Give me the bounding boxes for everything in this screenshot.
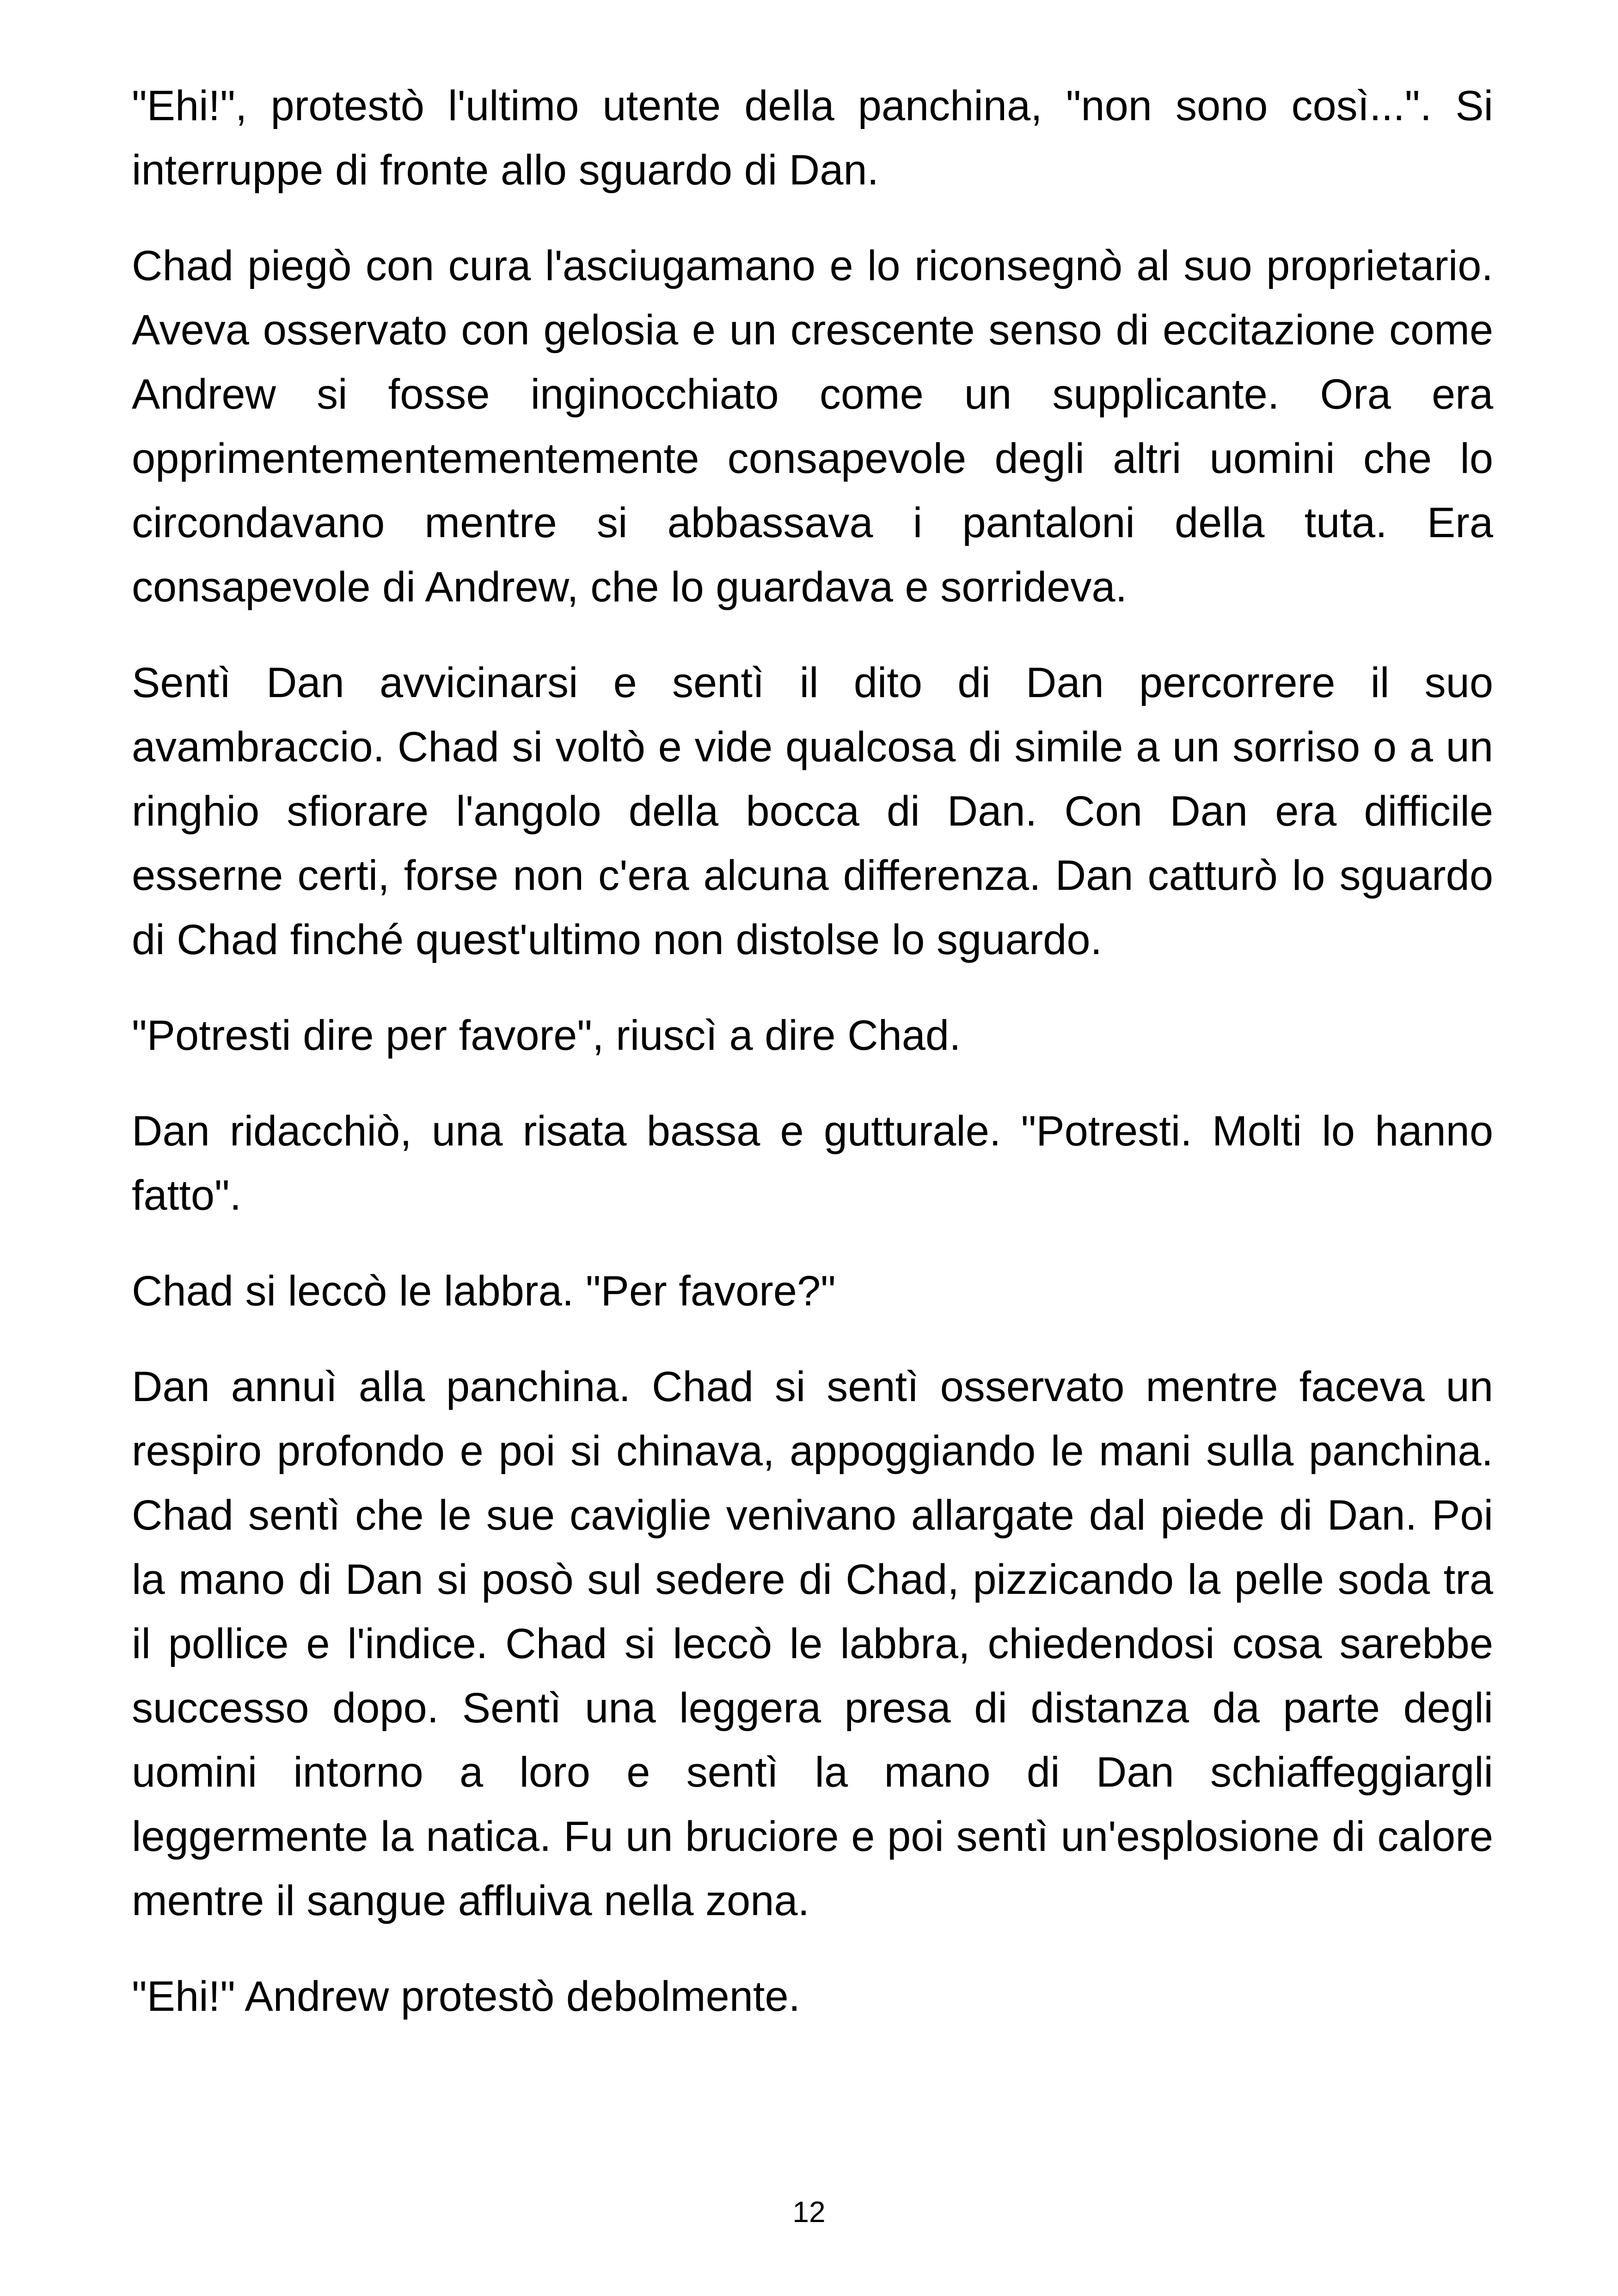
paragraph: "Ehi!", protestò l'ultimo utente della panchina, "non sono così...". Si interruppe di fronte allo sguardo di Dan. bbox=[132, 82, 1493, 194]
paragraph: "Potresti dire per favore", riuscì a dire Chad. bbox=[132, 1012, 961, 1059]
body-text bbox=[132, 74, 1493, 2029]
paragraph: Dan annuì alla panchina. Chad si sentì osservato mentre faceva un respiro profondo e poi si chinava, appoggiando le mani sulla panchina. Chad sentì che le sue caviglie venivano allargate dal piede di Dan. Poi la mano di Dan si posò sul sedere di Chad, pizzicando la pelle soda tra il pollice e l'indice. Chad si leccò le labbra, chiedendosi cosa sarebbe successo dopo. Sentì una leggera presa di distanza da parte degli uomini intorno a loro e sentì la mano di Dan schiaffeggiargli leggermente la natica. Fu un bruciore e poi sentì un'esplosione di calore mentre il sangue affluiva nella zona. bbox=[132, 1363, 1493, 1924]
paragraph: "Ehi!" Andrew protestò debolmente. bbox=[132, 1973, 801, 2020]
paragraph: Dan ridacchiò, una risata bassa e gutturale. "Potresti. Molti lo hanno fatto". bbox=[132, 1108, 1493, 1219]
paragraph: Chad piegò con cura l'asciugamano e lo riconsegnò al suo proprietario. Aveva osservato con gelosia e un crescente senso di eccitazione come Andrew si fosse inginocchiato come un supplicante. Ora era opprimentementementemente consapevole degli altri uomini che lo circondavano mentre si abbassava i pantaloni della tuta. Era consapevole di Andrew, che lo guardava e sorrideva. bbox=[132, 242, 1493, 611]
paragraph: Chad si leccò le labbra. "Per favore?" bbox=[132, 1267, 836, 1315]
page-number: 12 bbox=[792, 2195, 826, 2229]
paragraph: Sentì Dan avvicinarsi e sentì il dito di Dan percorrere il suo avambraccio. Chad si voltò e vide qualcosa di simile a un sorriso o a un ringhio sfiorare l'angolo della bocca di Dan. Con Dan era difficile esserne certi, forse non c'era alcuna differenza. Dan catturò lo sguardo di Chad finché quest'ultimo non distolse lo sguardo. bbox=[132, 659, 1493, 963]
